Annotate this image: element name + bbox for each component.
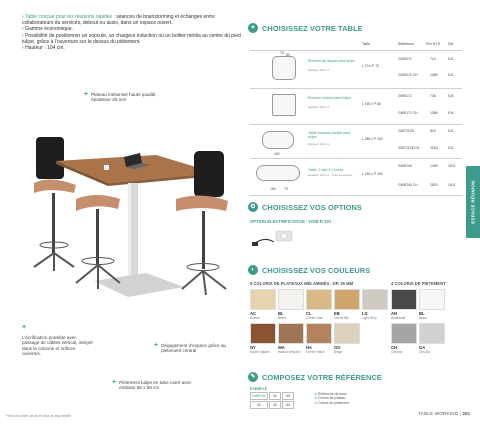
plus-icon: + xyxy=(84,91,89,98)
foot-swatches xyxy=(391,289,461,359)
color-swatch[interactable] xyxy=(391,323,417,344)
color-code: HA xyxy=(306,345,313,350)
table-shape-barrel xyxy=(262,131,294,149)
color-name: Blanc xyxy=(419,316,427,320)
ref-cell: 03 xyxy=(282,401,294,409)
page-number: 201 xyxy=(462,411,470,416)
color-swatch[interactable] xyxy=(334,289,360,310)
footnote: *Selon le coloris choisi et selon la disponibilité. xyxy=(6,414,72,418)
color-name: Noyer Naturel xyxy=(250,350,270,354)
ref-cell: GWE240 xyxy=(250,392,268,400)
plus-icon: + xyxy=(22,324,27,331)
color-code: AN xyxy=(391,311,398,316)
section-colors-header: ◐ CHOISISSEZ VOS COULEURS xyxy=(248,265,370,275)
table-base xyxy=(94,273,184,297)
ref-legend: ① Référence de base ② Coloris de plateau ③ Coloris du piétement xyxy=(314,392,350,405)
table-icon: ⌖ xyxy=(248,23,258,33)
electrification-link[interactable]: OPTION ÉLECTRIFICATION : VOIR P. 201 xyxy=(250,219,332,224)
table-shape-square xyxy=(272,56,296,80)
color-code: EB xyxy=(334,311,340,316)
callout-left: + L'écrification possible avec passage de câbles vertical, intégré dans la colonne et orifices ouvertes. xyxy=(22,324,93,357)
ref-cell: 01 xyxy=(250,401,268,409)
callout-bottom: + Piétement tulipe en tube carré avec embase 58 x 58 cm xyxy=(112,379,192,391)
pencil-icon: ✎ xyxy=(248,372,258,382)
color-code: NY xyxy=(250,345,256,350)
chair-left xyxy=(34,137,76,271)
foot-colors-label: 4 COLORIS DE PIÈTEMENT xyxy=(391,281,446,286)
table-col-headers: Taille Référence Prix HT € Dél. xyxy=(362,42,455,46)
plate-colors-label: 9 COLORIS DE PLATEAUX MÉLAMINÉS - EP. 25 MM xyxy=(250,281,354,286)
ref-cell: 01 xyxy=(269,392,281,400)
section-options-header: ⚙ CHOISISSEZ VOS OPTIONS xyxy=(248,202,362,212)
ref-cell: 03 xyxy=(282,392,294,400)
color-name: Chrome xyxy=(391,350,403,354)
color-code: BL xyxy=(278,311,284,316)
palette-icon: ◐ xyxy=(248,265,258,275)
plus-icon: + xyxy=(112,379,117,386)
side-tab[interactable]: ESPACE RÉUNION xyxy=(466,166,480,238)
options-icon: ⚙ xyxy=(248,202,258,212)
ref-example-grid xyxy=(250,392,308,408)
ref-example-label: EXEMPLE xyxy=(250,387,268,391)
color-name: Acacia xyxy=(250,316,260,320)
color-name: Chêne Blé xyxy=(334,316,349,320)
color-code: WA xyxy=(278,345,285,350)
feature-item: › Gamme économique. xyxy=(22,26,73,33)
color-code: GG xyxy=(334,345,341,350)
color-code: LG xyxy=(362,311,368,316)
color-name: Light Grey xyxy=(362,316,377,320)
table-row: Élément suivant pied tulipe Hauteur 104 cm L 160 x P 80 GWE172 736 5J4 GWE172 CH 1386 5J4 xyxy=(250,88,462,124)
color-code: GA xyxy=(419,345,426,350)
feature-item: › Possibilité de positionner un sopcule, un chargeur induction ou un boitier média au centre du pied tulipe, grâce à l'ouverture sur le dessus du piétement. xyxy=(22,32,241,45)
color-code: CH xyxy=(391,345,398,350)
color-swatch[interactable] xyxy=(278,289,304,310)
product-illustration xyxy=(16,95,238,325)
color-name: Anthracite xyxy=(391,316,406,320)
feature-item: › Hauteur : 104 cm. xyxy=(22,45,65,52)
color-name: Walnut Wooden xyxy=(278,350,301,354)
color-code: CL xyxy=(306,311,312,316)
plus-icon: + xyxy=(154,342,159,349)
color-swatch[interactable] xyxy=(250,323,276,344)
callout-top: + Plateau mélaminé haute qualité, épaisseur 25 mm xyxy=(84,91,157,103)
color-code: AC xyxy=(250,311,257,316)
table-row: 160 Table tonneau double pied tulipe Hauteur 104 cm L 280 x P 100 GWT2128 819 5J1 GWT2128 CH 2163 5J1 xyxy=(250,124,462,158)
feature-item: › Table conçue pour les réunions rapides : séances de brainstorming et échanges entre collaborateurs du services, debout ou assis, dans un espace ouvert. xyxy=(22,14,215,27)
color-name: Blanc xyxy=(278,316,286,320)
ref-cell: 02 xyxy=(269,401,281,409)
color-swatch[interactable] xyxy=(250,289,276,310)
color-name: Gris Alu xyxy=(419,350,431,354)
page-footer: TABLE WORKING | 201 xyxy=(418,411,470,416)
table-row: 160 70 Table, 2 tabl 4 1 bouts Hauteur 104 cm · Forme tonneau L 240 x P 100 GWE240 1445 15J1 GWE240 CH 2820 15J1 xyxy=(250,158,462,196)
table-shape-long xyxy=(256,165,300,181)
color-swatch[interactable] xyxy=(391,289,417,310)
color-swatch[interactable] xyxy=(419,323,445,344)
feature-list xyxy=(22,14,242,51)
color-name: Chêne Hatch xyxy=(306,350,325,354)
table-row: 70 Élément de départ pied tulipe Hauteur 104 cm L 70 x P 70 GWE071 710 5J1 GWE071 CH 1089 5J1 xyxy=(250,50,462,88)
color-code: BL xyxy=(419,311,425,316)
section-table-header: ⌖ CHOISISSEZ VOTRE TABLE xyxy=(248,23,363,33)
color-swatch[interactable] xyxy=(362,289,388,310)
footer-brand: TABLE WORKING xyxy=(418,411,459,416)
color-swatch[interactable] xyxy=(306,323,332,344)
table-shape-rect xyxy=(272,94,296,116)
callout-right: + Dégagement d'espace grâce au piètement central xyxy=(154,342,227,354)
color-swatch[interactable] xyxy=(306,289,332,310)
color-swatch[interactable] xyxy=(278,323,304,344)
options-illustration xyxy=(250,228,320,250)
section-ref-header: ✎ COMPOSEZ VOTRE RÉFÉRENCE xyxy=(248,372,382,382)
plate-swatches xyxy=(250,289,390,359)
color-name: Chêne Clair xyxy=(306,316,323,320)
color-swatch[interactable] xyxy=(334,323,360,344)
color-name: Beige xyxy=(334,350,343,354)
color-swatch[interactable] xyxy=(419,289,445,310)
